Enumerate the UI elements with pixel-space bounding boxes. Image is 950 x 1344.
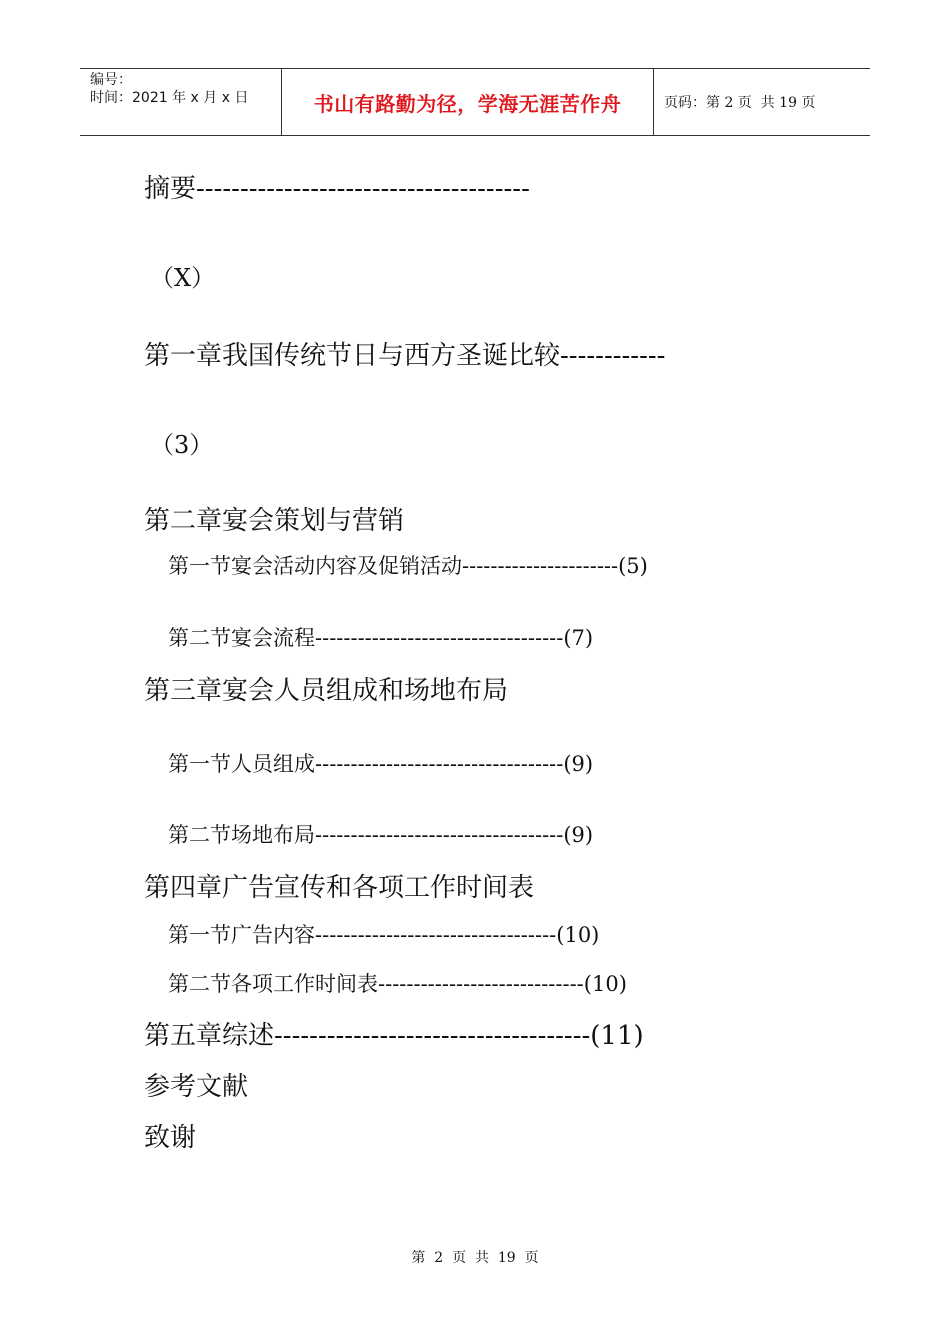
toc-page-number: (5) [618, 554, 648, 578]
toc-page-number: (7) [563, 626, 594, 650]
toc-section-label: 第二节各项工作时间表 [168, 972, 378, 996]
toc-leader: ------------ [560, 341, 666, 371]
toc-chapter-4-section-2[interactable] [168, 968, 627, 998]
toc-abstract[interactable] [144, 168, 530, 205]
toc-page-number: (10) [556, 923, 600, 947]
number-label: 编号： [90, 72, 132, 88]
toc-abstract-page: （X） [150, 264, 216, 292]
header-page-info: 页码：第 2 页 共 19 页 [664, 95, 816, 111]
toc-section-label: 第一节宴会活动内容及促销活动 [168, 554, 462, 578]
toc-chapter-4-label: 第四章广告宣传和各项工作时间表 [144, 873, 535, 903]
toc-section-label: 第一节广告内容 [168, 923, 315, 947]
toc-chapter-2-label: 第二章宴会策划与营销 [144, 506, 405, 536]
toc-page-number: (9) [563, 823, 594, 847]
toc-references[interactable]: 参考文献 [144, 1072, 249, 1102]
toc-acknowledgements[interactable]: 致谢 [144, 1123, 197, 1153]
header-motto: 书山有路勤为径，学海无涯苦作舟 [313, 91, 622, 116]
toc-page-number: (11) [590, 1021, 644, 1051]
toc-chapter-5-label: 第五章综述 [144, 1021, 275, 1051]
toc-section-label: 第一节人员组成 [168, 752, 315, 776]
toc-chapter-3-section-2[interactable] [168, 819, 593, 849]
toc-chapter-2-section-1[interactable] [168, 550, 648, 580]
toc-chapter-3[interactable] [144, 670, 508, 707]
toc-leader: -------------------------------------- [196, 174, 530, 204]
toc-section-label: 第二节场地布局 [168, 823, 315, 847]
toc-chapter-1[interactable] [144, 335, 665, 372]
toc-chapter-4[interactable] [144, 867, 534, 904]
toc-chapter-1-label: 第一章我国传统节日与西方圣诞比较 [144, 341, 561, 371]
toc-leader: ----------------------------------- [315, 823, 564, 847]
page-header [80, 68, 870, 136]
toc-chapter-1-page: （3） [150, 431, 214, 459]
header-motto-cell [282, 69, 654, 135]
toc-chapter-3-section-1[interactable] [168, 748, 593, 778]
toc-leader: ---------------------------------- [315, 923, 557, 947]
toc-page-number: (9) [563, 752, 594, 776]
toc-leader: ----------------------------------- [315, 626, 564, 650]
toc-page-number: (10) [583, 972, 627, 996]
date-label: 时间：2021 年 x 月 x 日 [90, 90, 249, 106]
toc-chapter-4-section-1[interactable] [168, 919, 599, 949]
toc-leader: ----------------------------------- [315, 752, 564, 776]
toc-section-label: 第二节宴会流程 [168, 626, 315, 650]
toc-leader: ---------------------- [462, 554, 619, 578]
toc-chapter-2-section-2[interactable] [168, 622, 593, 652]
page-footer: 第 2 页 共 19 页 [411, 1250, 539, 1266]
toc-leader: ----------------------------- [378, 972, 584, 996]
toc-leader: ------------------------------------ [274, 1021, 591, 1051]
toc-chapter-5[interactable] [144, 1015, 644, 1052]
header-page-cell [654, 69, 870, 135]
toc-chapter-2[interactable] [144, 500, 404, 537]
toc-abstract-label: 摘要 [144, 174, 197, 204]
header-meta [80, 69, 282, 135]
toc-chapter-3-label: 第三章宴会人员组成和场地布局 [144, 676, 509, 706]
